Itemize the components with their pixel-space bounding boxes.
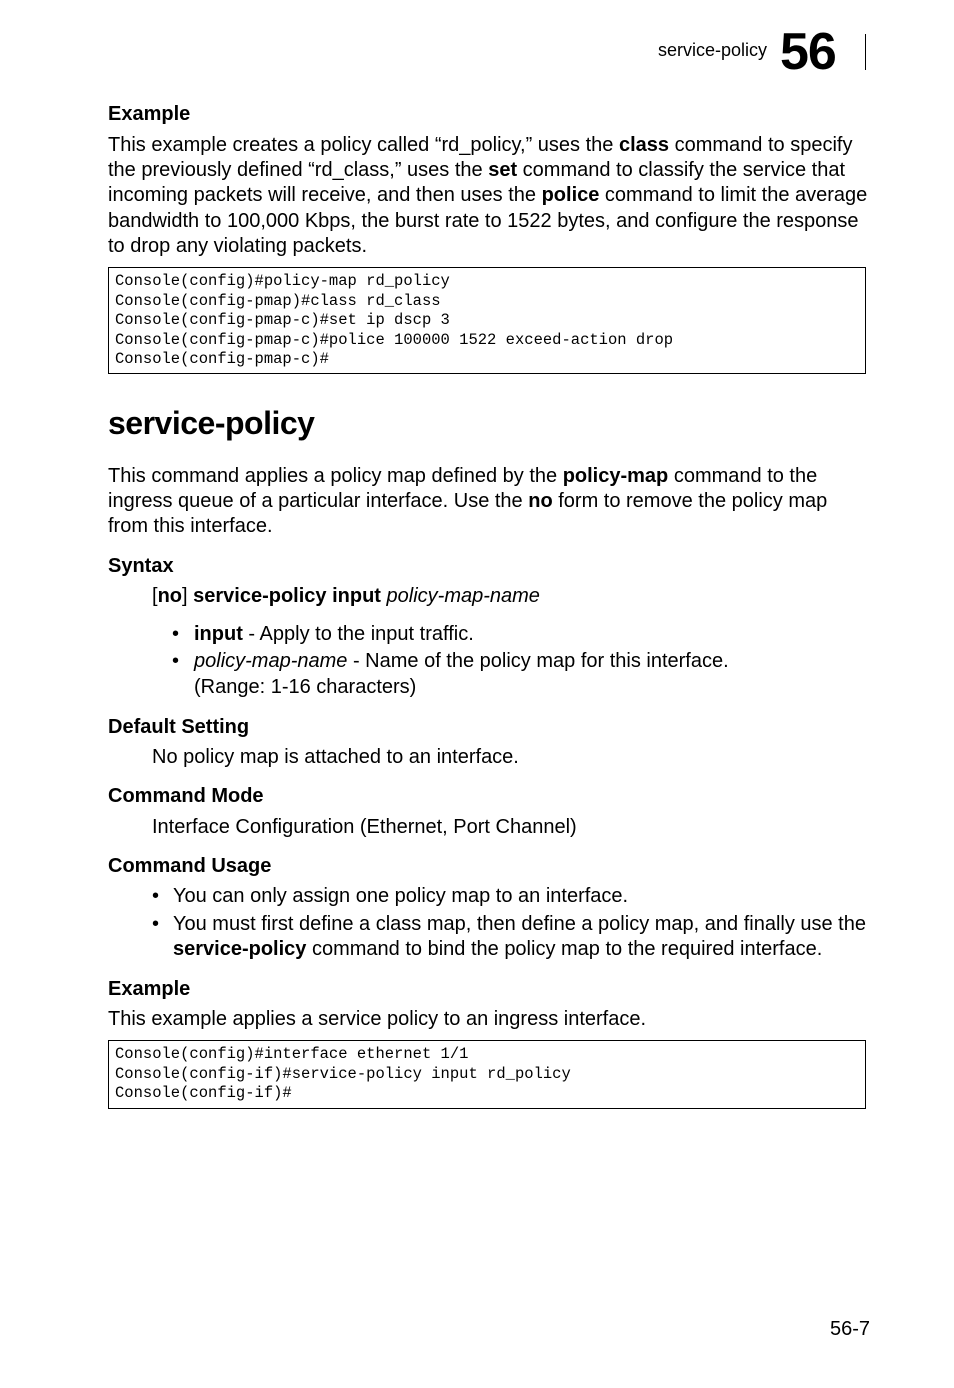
syntax-line: [no] service-policy input policy-map-name [152,585,540,607]
bullet-marker: • [152,913,160,935]
bullet-marker: • [172,650,180,672]
command-mode-heading: Command Mode [108,785,264,807]
bullet-marker: • [172,623,180,645]
example-heading: Example [108,978,191,1000]
command-description: This command applies a policy map defined by the policy-map command to the ingress queue of a particular interface. Use the no form to remove the policy map from this interface. [108,465,828,538]
command-usage-heading: Command Usage [108,855,272,877]
page-title: service-policy [108,405,315,441]
example-heading: Example [108,103,191,125]
code-block-policy-map: Console(config)#policy-map rd_policy Console(config-pmap)#class rd_class Console(config-pmap-c)#set ip dscp 3 Console(config-pmap-c)#police 100000 1522 exceed-action drop Console(config-pmap-c)# [108,267,866,374]
page-number: 56-7 [830,1318,871,1340]
syntax-param-input: input - Apply to the input traffic. [194,623,474,645]
syntax-heading: Syntax [108,555,174,577]
running-header-section: service-policy [658,40,768,60]
header-rule [865,34,866,70]
example-description: This example applies a service policy to an ingress interface. [108,1008,647,1030]
syntax-param-policy-map-name: policy-map-name - Name of the policy map for this interface. [194,650,729,672]
usage-item: You can only assign one policy map to an interface. [173,885,629,907]
chapter-number: 56 [780,23,836,81]
code-block-service-policy: Console(config)#interface ethernet 1/1 Console(config-if)#service-policy input rd_policy Console(config-if)# [108,1040,866,1109]
command-mode-text: Interface Configuration (Ethernet, Port Channel) [152,816,577,838]
bullet-marker: • [152,885,160,907]
default-setting-heading: Default Setting [108,716,250,738]
default-setting-text: No policy map is attached to an interface. [152,746,519,768]
range-note: (Range: 1-16 characters) [194,676,417,698]
example-description: This example creates a policy called “rd_policy,” uses the class command to specify the previously defined “rd_class,” uses the set command to classify the service that incoming packets will receive, and then uses the police command to limit the average bandwidth to 100,000 Kbps, the burst rate to 1522 bytes, and configure the response to drop any violating packets. [108,134,868,257]
usage-item: You must first define a class map, then define a policy map, and finally use the service-policy command to bind the policy map to the required interface. [173,913,866,961]
